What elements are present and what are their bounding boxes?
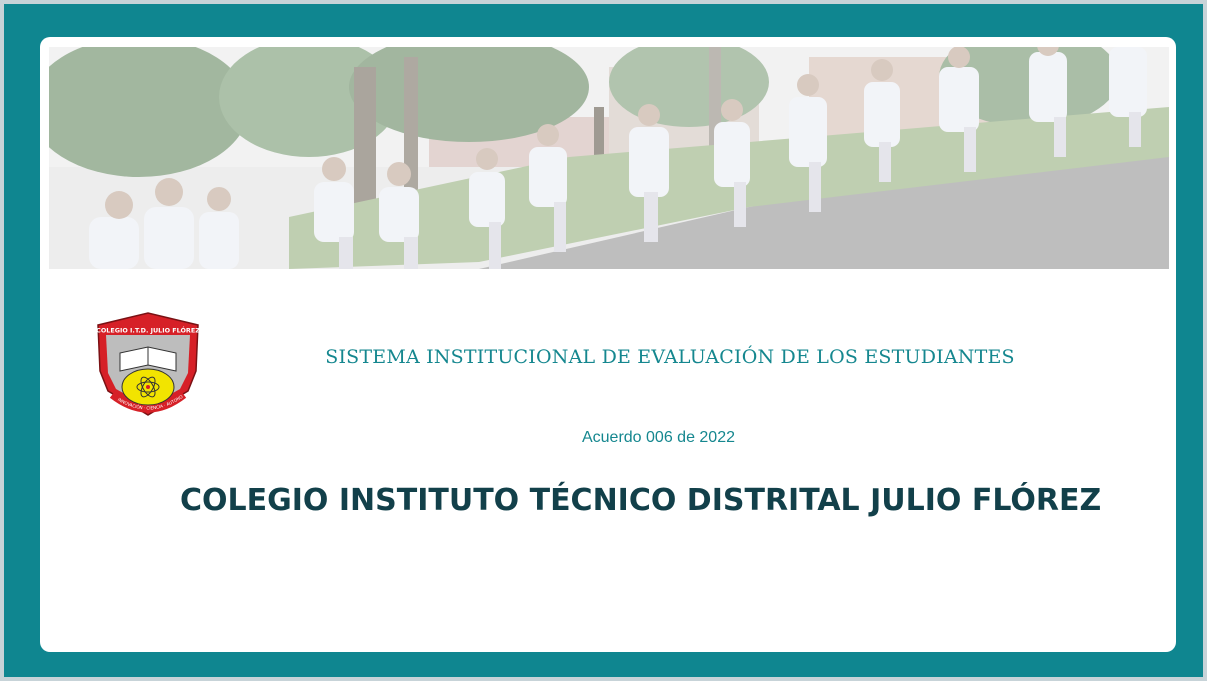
slide-subtitle: SISTEMA INSTITUCIONAL DE EVALUACIÓN DE LOS ESTUDIANTES <box>325 346 1015 368</box>
banner-photo <box>49 47 1169 269</box>
school-logo <box>92 311 204 423</box>
slide-frame <box>4 4 1203 677</box>
logo-name: COLEGIO I.T.D. JULIO FLÓREZ <box>96 326 200 335</box>
slide-card <box>40 37 1176 652</box>
logo-motto: INNOVACIÓN · CIENCIA · AUTONO <box>116 393 184 411</box>
agreement-reference: Acuerdo 006 de 2022 <box>581 429 735 446</box>
school-title: COLEGIO INSTITUTO TÉCNICO DISTRITAL JULIO FLÓREZ <box>180 483 1102 518</box>
